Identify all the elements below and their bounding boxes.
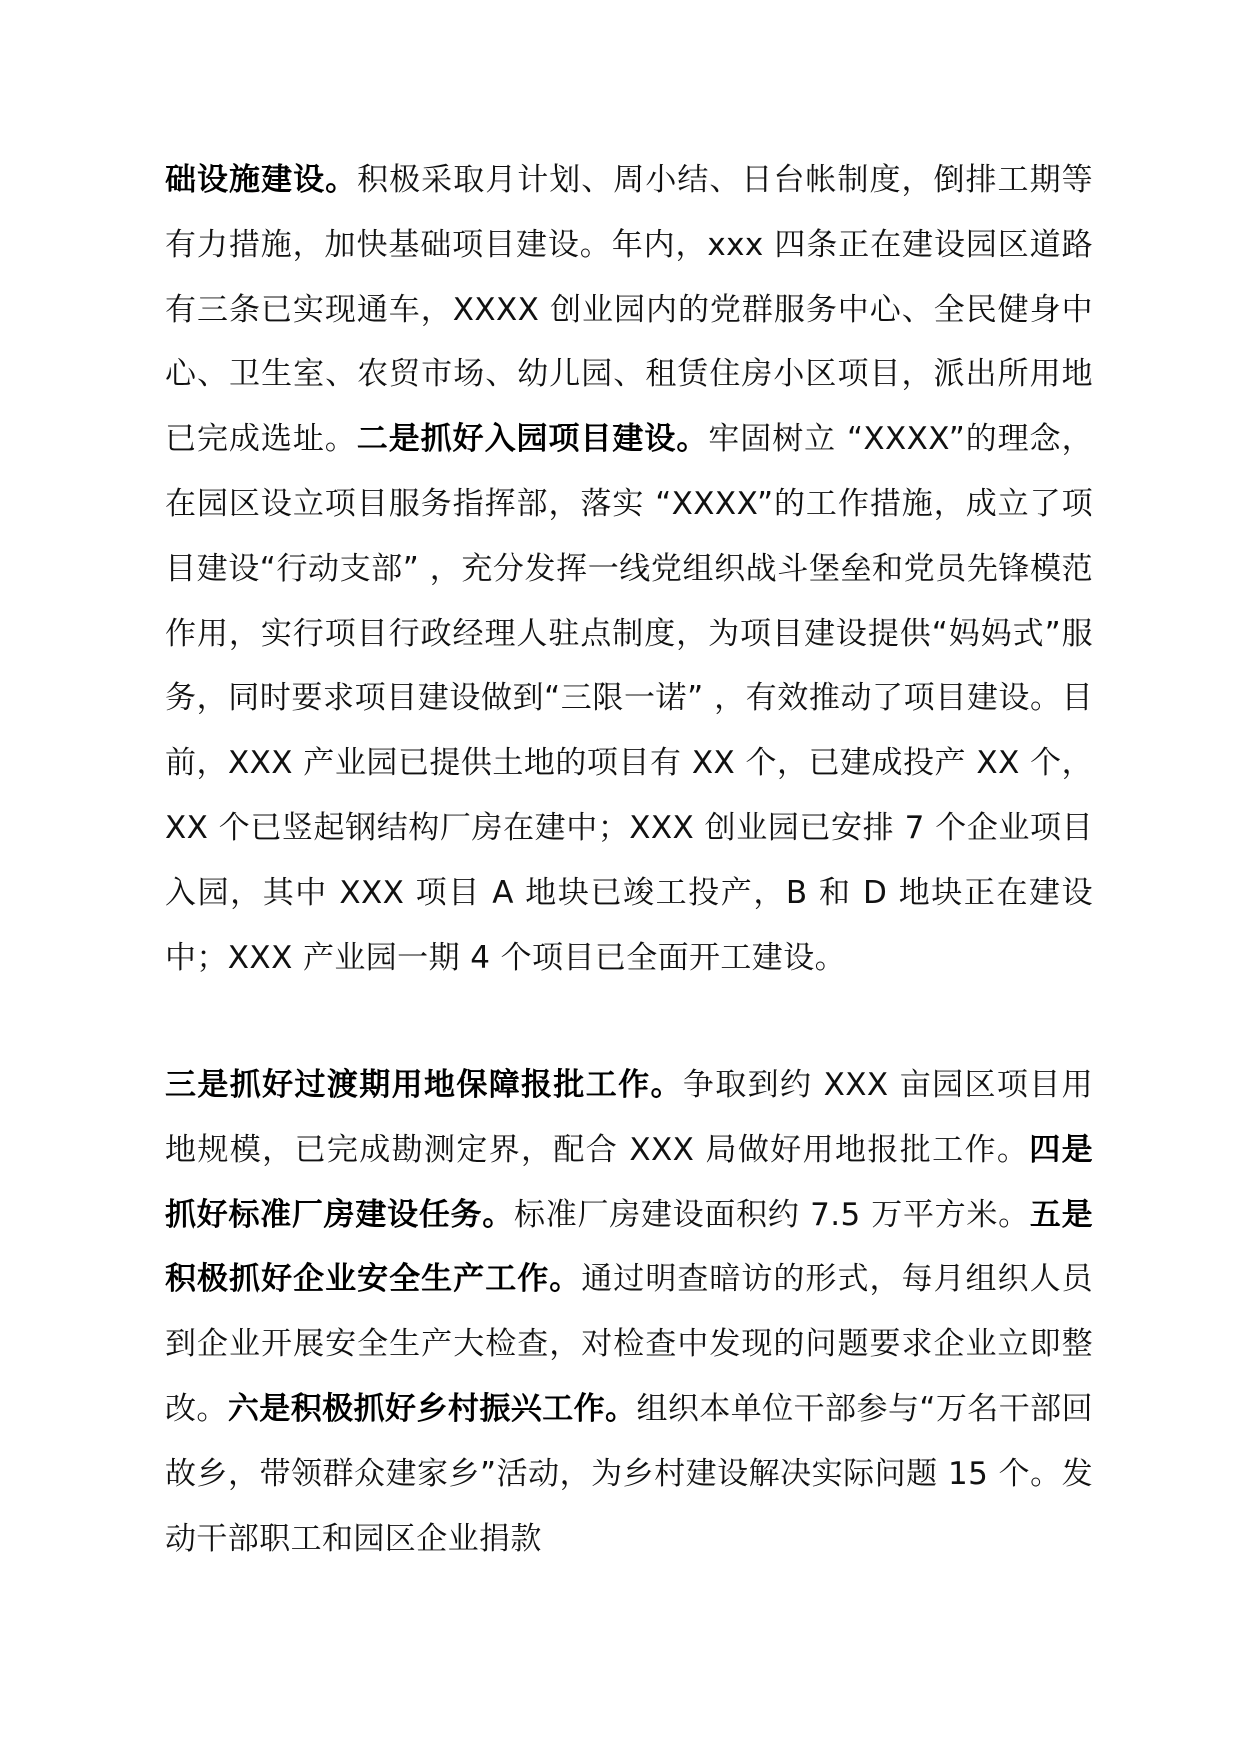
bold-heading: 三是抓好过渡期用地保障报批工作。 (165, 1067, 683, 1103)
body-text: 组织本单位干部参与“万名干部回故乡，带领群众建家乡”活动，为乡村建设解决实际问题 15 个。发动干部职工和园区企业捐款 (165, 1390, 1094, 1557)
bold-heading: 四是抓好标准厂房建设任务。 (165, 1131, 1093, 1233)
body-text: 通过明查暗访的形式，每月组织人员到企业开展安全生产大检查，对检查中发现的问题要求企业立即整改。 (165, 1261, 1093, 1427)
bold-heading: 六是积极抓好乡村振兴工作。 (227, 1390, 637, 1427)
body-text: 争取到约 XXX 亩园区项目用地规模，已完成勘测定界，配合 XXX 局做好用地报批工作。 (165, 1067, 1094, 1168)
body-paragraph (165, 148, 1093, 990)
bold-heading: 础设施建设。 (165, 162, 358, 198)
body-text: 积极采取月计划、周小结、日台帐制度，倒排工期等有力措施，加快基础项目建设。年内，xxx 四条正在建设园区道路有三条已实现通车，XXXX 创业园内的党群服务中心、全民健身中心、卫生室、农贸市场、幼儿园、租赁住房小区项目，派出所用地已完成选址。 (165, 162, 1094, 458)
body-text: 标准厂房建设面积约 7.5 万平方米。 (514, 1196, 1030, 1233)
bold-heading: 二是抓好入园项目建设。 (356, 421, 709, 458)
bold-heading: 五是积极抓好企业安全生产工作。 (165, 1196, 1094, 1298)
body-paragraph (165, 1053, 1093, 1571)
body-text: 牢固树立 “XXXX”的理念，在园区设立项目服务指挥部，落实 “XXXX”的工作措施，成立了项目建设“行动支部” ，充分发挥一线党组织战斗堡垒和党员先锋模范作用，实行项目行政经理人驻点制度，为项目建设提供“妈妈式”服务，同时要求项目建设做到“三限一诺” ，有效推动了项目建设。目前，XXX 产业园已提供土地的项目有 XX 个，已建成投产 XX 个，XX 个已竖起钢结构厂房在建中；XXX 创业园已安排 7 个企业项目入园，其中 XXX 项目 A 地块已竣工投产，B 和 D 地块正在建设中；XXX 产业园一期 4 个项目已全面开工建设。 (165, 421, 1093, 976)
